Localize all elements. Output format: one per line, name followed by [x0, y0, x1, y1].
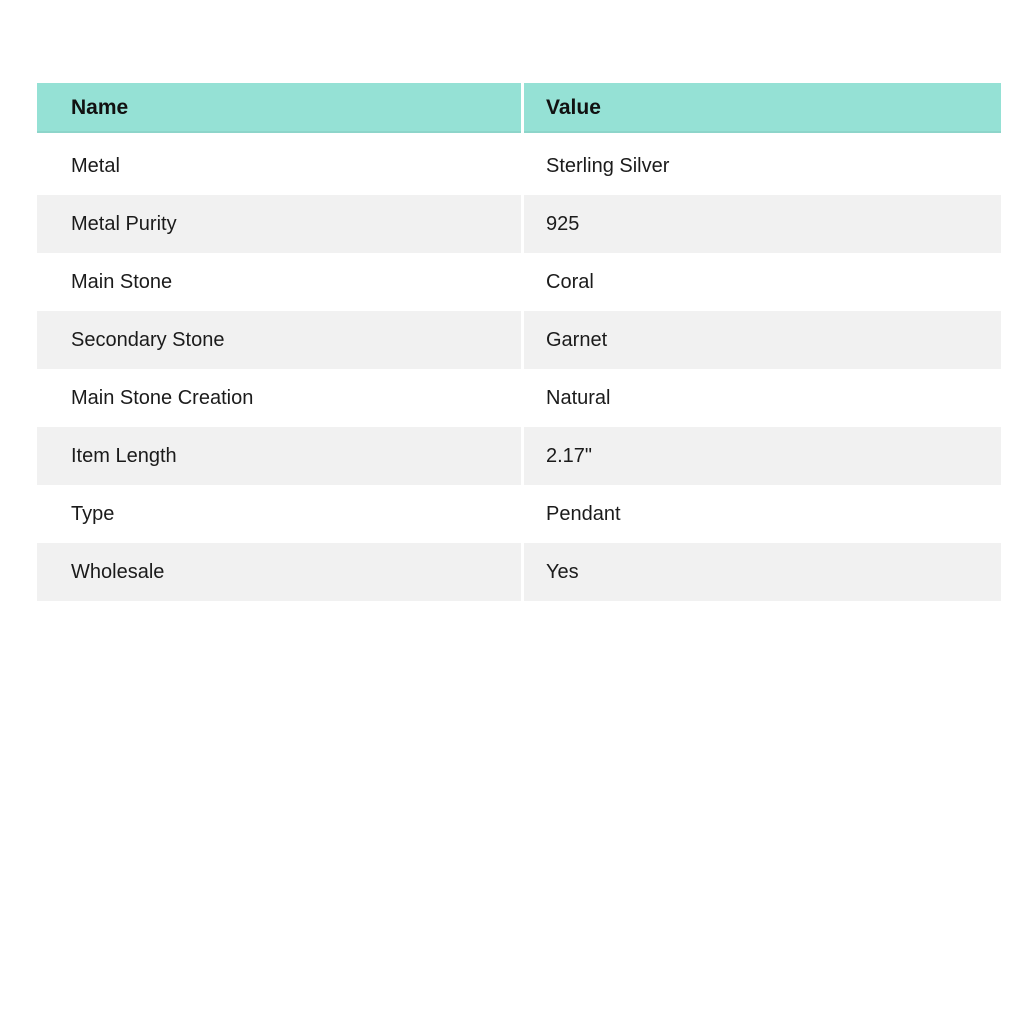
table-row	[37, 195, 1001, 253]
table-row	[37, 369, 1001, 427]
row-name-cell: Secondary Stone	[37, 311, 521, 369]
table-row	[37, 485, 1001, 543]
row-name-cell: Main Stone Creation	[37, 369, 521, 427]
row-value-cell: Coral	[524, 253, 1001, 311]
table-row	[37, 427, 1001, 485]
header-cell-name: Name	[37, 83, 521, 133]
row-value-cell: Natural	[524, 369, 1001, 427]
row-name-cell: Metal	[37, 137, 521, 195]
row-name-cell: Wholesale	[37, 543, 521, 601]
table-header-row	[37, 83, 1001, 133]
row-value-cell: Yes	[524, 543, 1001, 601]
table-row	[37, 137, 1001, 195]
row-value-cell: 2.17"	[524, 427, 1001, 485]
table-row	[37, 311, 1001, 369]
header-cell-value: Value	[524, 83, 1001, 133]
row-name-cell: Metal Purity	[37, 195, 521, 253]
row-name-cell: Type	[37, 485, 521, 543]
row-name-cell: Main Stone	[37, 253, 521, 311]
table-body	[37, 137, 1001, 601]
row-name-cell: Item Length	[37, 427, 521, 485]
table-row	[37, 543, 1001, 601]
row-value-cell: Sterling Silver	[524, 137, 1001, 195]
row-value-cell: Garnet	[524, 311, 1001, 369]
row-value-cell: Pendant	[524, 485, 1001, 543]
table-row	[37, 253, 1001, 311]
row-value-cell: 925	[524, 195, 1001, 253]
spec-table	[37, 83, 1001, 601]
